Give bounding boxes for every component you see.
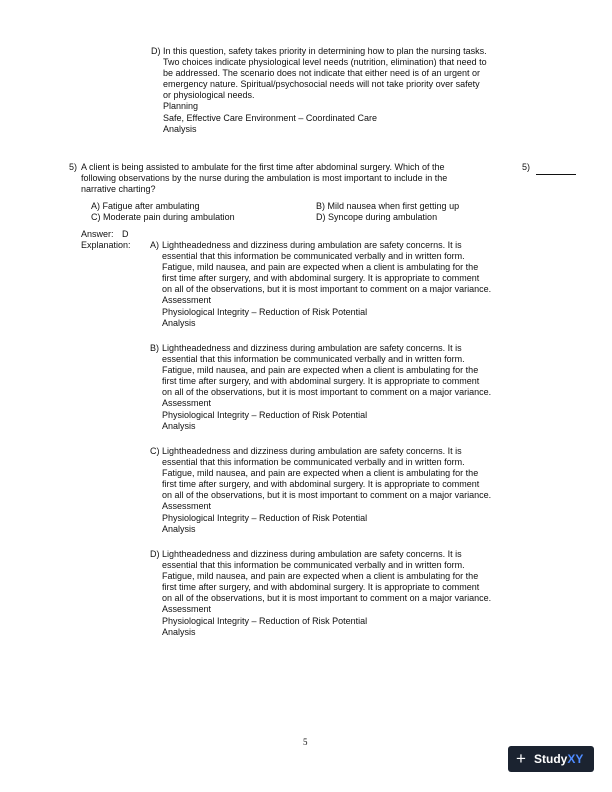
text-line: on all of the observations, but it is most important to comment on a major variance. bbox=[162, 593, 492, 604]
plus-icon: + bbox=[516, 749, 526, 768]
option-d: D) Syncope during ambulation bbox=[316, 212, 438, 222]
meta-line: Safe, Effective Care Environment – Coordinated Care bbox=[163, 112, 377, 123]
text-line: Lightheadedness and dizziness during ambulation are safety concerns. It is bbox=[162, 343, 462, 353]
text-line: Lightheadedness and dizziness during ambulation are safety concerns. It is bbox=[162, 446, 462, 456]
option-b: B) Mild nausea when first getting up bbox=[316, 201, 460, 211]
page-number: 5 bbox=[303, 737, 308, 747]
answer-blank-line bbox=[536, 174, 576, 175]
option-label: C) bbox=[150, 446, 160, 456]
stem-line: A client is being assisted to ambulate for the first time after abdominal surgery. Which of the bbox=[81, 162, 445, 172]
meta-line: Analysis bbox=[162, 523, 196, 534]
text-line: on all of the observations, but it is most important to comment on a major variance. bbox=[162, 284, 492, 295]
margin-question-number: 5) bbox=[522, 162, 531, 172]
text-line: essential that this information be communicated verbally and in written form. bbox=[162, 354, 465, 365]
answer-value: D bbox=[122, 229, 129, 239]
text-line: essential that this information be communicated verbally and in written form. bbox=[162, 251, 465, 262]
option-label: D) bbox=[151, 46, 161, 56]
option-label: A) bbox=[150, 240, 159, 250]
text-line: Fatigue, mild nausea, and pain are expected when a client is ambulating for the bbox=[162, 571, 479, 582]
text-line: Fatigue, mild nausea, and pain are expected when a client is ambulating for the bbox=[162, 468, 479, 479]
logo-word: Study bbox=[534, 752, 568, 766]
text-line: on all of the observations, but it is most important to comment on a major variance. bbox=[162, 387, 492, 398]
meta-line: Planning bbox=[163, 101, 199, 112]
text-line: first time after surgery, and with abdominal surgery. It is appropriate to comment bbox=[162, 376, 480, 387]
answer-label: Answer: bbox=[81, 229, 114, 239]
meta-line: Assessment bbox=[162, 398, 212, 409]
meta-line: Analysis bbox=[162, 317, 196, 328]
text-line: In this question, safety takes priority in determining how to plan the nursing tasks. bbox=[163, 46, 487, 56]
meta-line: Analysis bbox=[162, 420, 196, 431]
meta-line: Physiological Integrity – Reduction of Risk Potential bbox=[162, 306, 368, 317]
text-line: emergency nature. Spiritual/psychosocial needs will not take priority over safety bbox=[163, 79, 480, 90]
meta-line: Physiological Integrity – Reduction of Risk Potential bbox=[162, 409, 368, 420]
text-line: essential that this information be communicated verbally and in written form. bbox=[162, 457, 465, 468]
question-number: 5) bbox=[69, 162, 78, 172]
logo-text bbox=[534, 753, 583, 766]
meta-line: Physiological Integrity – Reduction of Risk Potential bbox=[162, 615, 368, 626]
option-a: A) Fatigue after ambulating bbox=[91, 201, 200, 211]
text-line: Fatigue, mild nausea, and pain are expected when a client is ambulating for the bbox=[162, 262, 479, 273]
stem-line: following observations by the nurse during the ambulation is most important to include in the bbox=[81, 173, 448, 184]
text-line: first time after surgery, and with abdominal surgery. It is appropriate to comment bbox=[162, 479, 480, 490]
meta-line: Analysis bbox=[163, 123, 197, 134]
text-line: first time after surgery, and with abdominal surgery. It is appropriate to comment bbox=[162, 273, 480, 284]
meta-line: Analysis bbox=[162, 626, 196, 637]
explanation-label: Explanation: bbox=[81, 240, 131, 250]
text-line: Fatigue, mild nausea, and pain are expected when a client is ambulating for the bbox=[162, 365, 479, 376]
text-line: Lightheadedness and dizziness during ambulation are safety concerns. It is bbox=[162, 549, 462, 559]
text-line: or physiological needs. bbox=[163, 90, 255, 101]
meta-line: Assessment bbox=[162, 501, 212, 512]
text-line: be addressed. The scenario does not indicate that either need is of an urgent or bbox=[163, 68, 481, 79]
text-line: Two choices indicate physiological level needs (nutrition, elimination) that need to bbox=[163, 57, 487, 68]
studyxy-logo[interactable] bbox=[508, 746, 594, 772]
logo-accent: XY bbox=[567, 752, 584, 766]
option-label: B) bbox=[150, 343, 159, 353]
option-c: C) Moderate pain during ambulation bbox=[91, 212, 235, 222]
text-line: essential that this information be communicated verbally and in written form. bbox=[162, 560, 465, 571]
meta-line: Physiological Integrity – Reduction of Risk Potential bbox=[162, 512, 368, 523]
meta-line: Assessment bbox=[162, 604, 212, 615]
text-line: first time after surgery, and with abdominal surgery. It is appropriate to comment bbox=[162, 582, 480, 593]
text-line: Lightheadedness and dizziness during ambulation are safety concerns. It is bbox=[162, 240, 462, 250]
text-line: on all of the observations, but it is most important to comment on a major variance. bbox=[162, 490, 492, 501]
option-label: D) bbox=[150, 549, 160, 559]
stem-line: narrative charting? bbox=[81, 184, 156, 195]
meta-line: Assessment bbox=[162, 295, 212, 306]
